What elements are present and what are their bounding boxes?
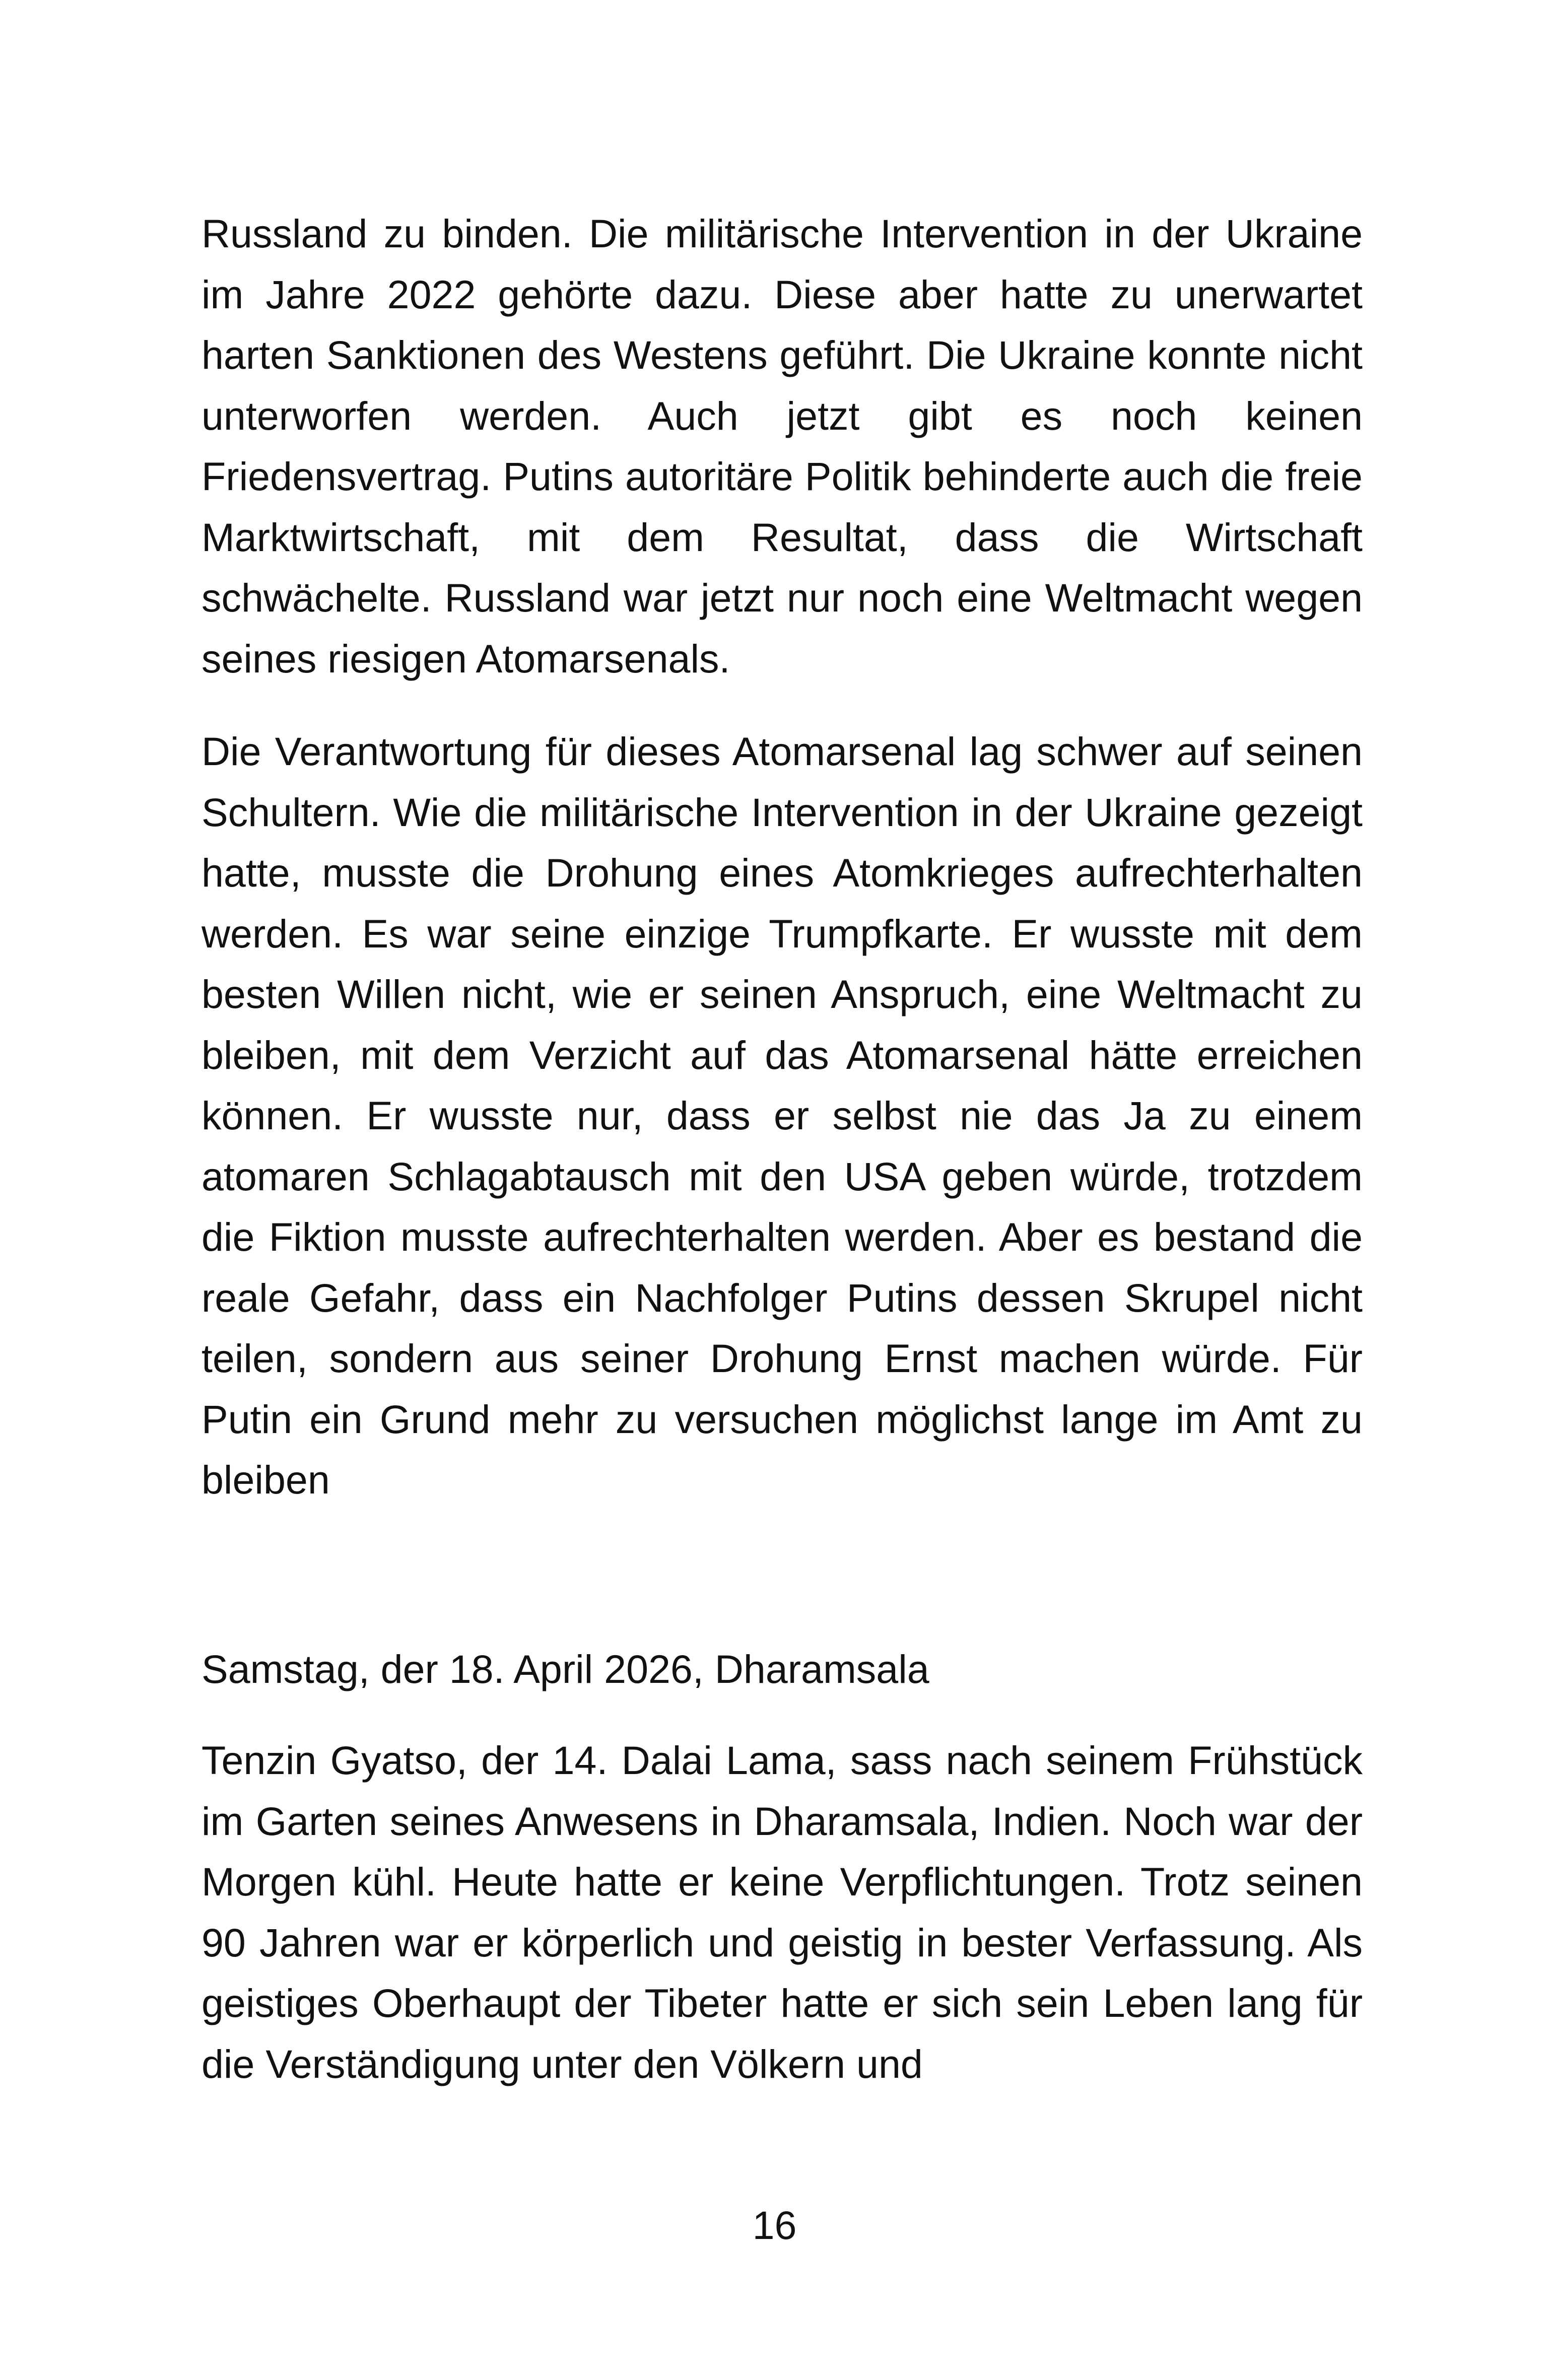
page-number: 16	[752, 2203, 797, 2248]
dateline-text: Samstag, der 18. April 2026, Dharamsala	[201, 1647, 929, 1691]
paragraph-1	[201, 203, 1363, 689]
dateline	[201, 1639, 1363, 1700]
paragraph-text: Die Verantwortung für dieses Atomarsenal lag schwer auf seinen Schultern. Wie die militärische Intervention in der Ukraine gezeigt hatte, musste die Drohung eines Atomkrieges aufrechterhalten werden. Es war seine einzige Trumpfkarte. Er wusste mit dem besten Willen nicht, wie er seinen Anspruch, eine Weltmacht zu bleiben, mit dem Verzicht auf das Atomarsenal hätte erreichen können. Er wusste nur, dass er selbst nie das Ja zu einem atomaren Schlagabtausch mit den USA geben würde, trotzdem die Fiktion musste aufrechterhalten werden. Aber es bestand die reale Gefahr, dass ein Nachfolger Putins dessen Skrupel nicht teilen, sondern aus seiner Drohung Ernst machen würde. Für Putin ein Grund mehr zu versuchen möglichst lange im Amt zu bleiben	[201, 729, 1363, 1502]
paragraph-2	[201, 721, 1363, 1511]
paragraph-3	[201, 1730, 1363, 2094]
paragraph-text: Tenzin Gyatso, der 14. Dalai Lama, sass nach seinem Frühstück im Garten seines Anwesens in Dharamsala, Indien. Noch war der Morgen kühl. Heute hatte er keine Verpflichtungen. Trotz seinen 90 Jahren war er körperlich und geistig in bester Verfassung. Als geistiges Oberhaupt der Tibeter hatte er sich sein Leben lang für die Verständigung unter den Völkern und	[201, 1738, 1363, 2086]
paragraph-text: Russland zu binden. Die militärische Intervention in der Ukraine im Jahre 2022 gehörte dazu. Diese aber hatte zu unerwartet harten Sanktionen des Westens geführt. Die Ukraine konnte nicht unterworfen werden. Auch jetzt gibt es noch keinen Friedensvertrag. Putins autoritäre Politik behinderte auch die freie Marktwirtschaft, mit dem Resultat, dass die Wirtschaft schwächelte. Russland war jetzt nur noch eine Weltmacht wegen seines riesigen Atomarsenals.	[201, 211, 1363, 681]
